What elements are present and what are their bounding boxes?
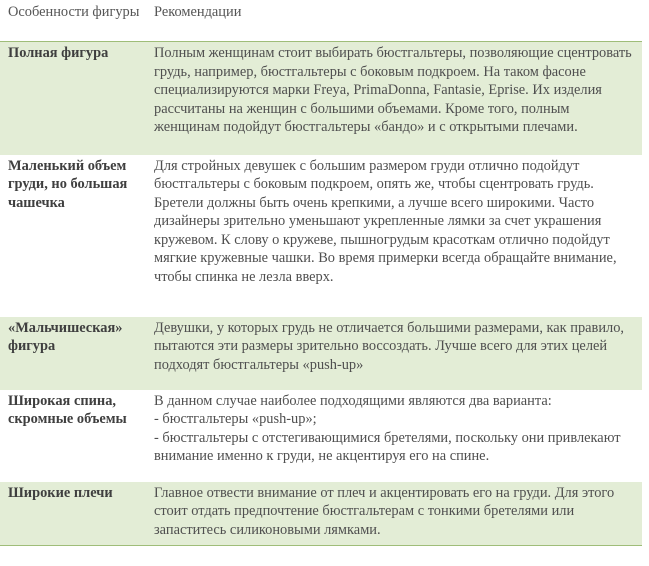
recommendation-cell: Главное отвести внимание от плеч и акцентировать его на груди. Для этого стоит отдать предпочтение бюстгальтерам с тонкими бретелями или запаститесь силиконовыми лямками. <box>146 482 642 546</box>
table-row <box>0 317 642 390</box>
feature-cell: Маленький объем груди, но большая чашечка <box>0 155 146 317</box>
table-row <box>0 482 642 546</box>
recommendation-line: В данном случае наиболее подходящими являются два варианта: <box>154 392 552 409</box>
feature-cell: «Мальчишеская» фигура <box>0 317 146 390</box>
table-header-row <box>0 0 642 42</box>
feature-cell: Полная фигура <box>0 42 146 155</box>
header-feature: Особенности фигуры <box>0 0 146 42</box>
header-recommendation: Рекомендации <box>146 0 642 42</box>
recommendation-cell: Полным женщинам стоит выбирать бюстгальтеры, позволяющие сцентровать грудь, например, бюстгальтеры с боковым подкроем. На таком фасоне специализируются марки Freya, PrimaDonna, Fantasie, Eprise. Их изделия рассчитаны на женщин с большими объемами. Кроме того, полным женщинам подойдут бюстгальтеры «бандо» и с открытыми плечами. <box>146 42 642 155</box>
table-row <box>0 390 642 482</box>
recommendation-line: - бюстгальтеры с отстегивающимися бретелями, поскольку они привлекают внимание именно к груди, не акцентируя его на спине. <box>154 429 621 465</box>
recommendation-cell: Для стройных девушек с большим размером груди отлично подойдут бюстгальтеры с боковым подкроем, опять же, чтобы сцентровать грудь. Бретели должны быть очень крепкими, а лучше всего широкими. Часто дизайнеры зрительно уменьшают укрепленные лямки за счет украшения кружевом. К слову о кружеве, пышногрудым красоткам отлично подойдут мягкие кружевные чашки. Во время примерки всегда обращайте внимание, чтобы спинка не лезла вверх. <box>146 155 642 317</box>
recommendation-cell <box>146 390 642 482</box>
table-row <box>0 42 642 155</box>
feature-cell: Широкая спина, скромные объемы <box>0 390 146 482</box>
feature-cell: Широкие плечи <box>0 482 146 546</box>
recommendation-line: - бюстгальтеры «push-up»; <box>154 411 317 428</box>
table-row <box>0 155 642 317</box>
recommendation-cell: Девушки, у которых грудь не отличается большими размерами, как правило, пытаются эти размеры зрительно воссоздать. Лучше всего для этих целей подходят бюстгальтеры «push-up» <box>146 317 642 390</box>
